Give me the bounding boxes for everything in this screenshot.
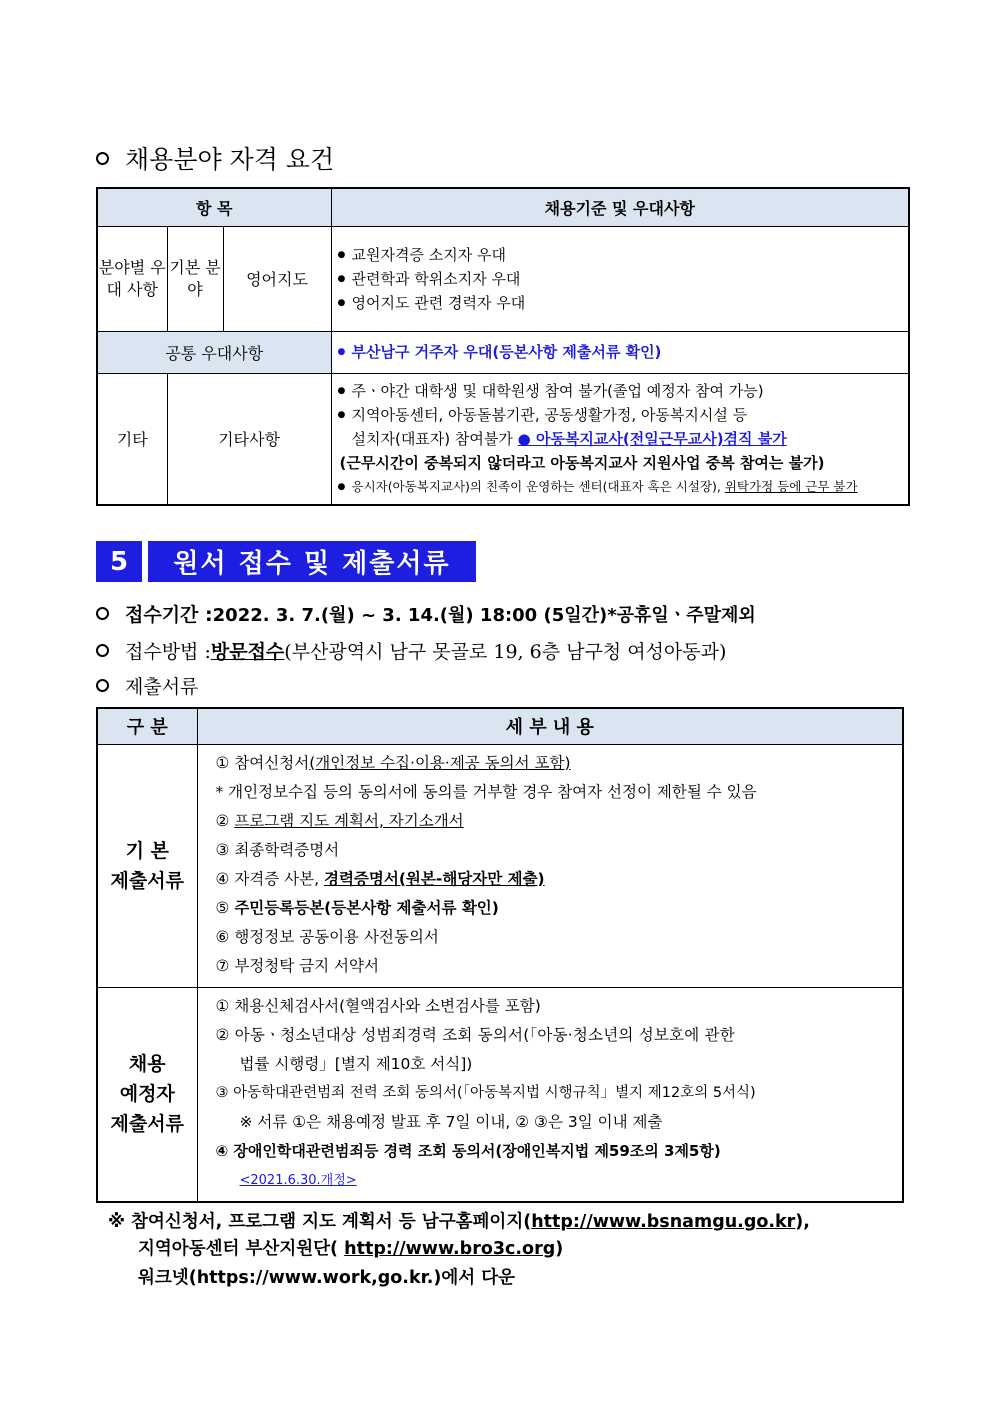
footer-line-2: 지역아동센터 부산지원단( http://www.bro3c.org) [138, 1239, 564, 1259]
method-line: 접수방법 : 방문접수 (부산광역시 남구 못골로 19, 6층 남구청 여성아동과) [96, 637, 726, 664]
etc-note: (근무시간이 중복되지 않더라고 아동복지교사 지원사업 중복 참여는 불가) [339, 453, 825, 472]
doc-note: * 개인정보수집 등의 동의서에 동의를 거부할 경우 참여자 선정이 제한될 수 있음 [215, 782, 757, 801]
circle-bullet-icon [96, 679, 109, 692]
criteria-cell [331, 226, 909, 331]
planned-docs-label: 채용 예정자 제출서류 [97, 987, 197, 1202]
doc-item: ③ 최종학력증명서 [215, 840, 340, 859]
etc-item: ● 지역아동센터, 아동돌봄기관, 공동생활가정, 아동복지시설 등 설치자(대표자) 참여불가 ● 아동복지교사(전일근무교사)겸직 불가 [338, 403, 909, 451]
etc-item: ● 응시자(아동복지교사)의 친족이 운영하는 센터(대표자 혹은 시설장), 위탁가정 등에 근무 불가 [338, 475, 909, 499]
documents-table [96, 707, 904, 1203]
header-item: 항 목 [97, 188, 331, 226]
common-preference-item: ● 부산남구 거주자 우대(등본사항 제출서류 확인) [338, 340, 909, 364]
etc-category-cell: 기타 [97, 373, 167, 505]
doc-note: ※ 서류 ①은 채용예정 발표 후 7일 이내, ② ③은 3일 이내 제출 [239, 1112, 663, 1131]
etc-field-cell: 기타사항 [167, 373, 331, 505]
criteria-item: ● 관련학과 학위소지자 우대 [338, 267, 909, 291]
doc-note: <2021.6.30.개정> [239, 1172, 357, 1188]
doc-item: ② 아동ㆍ청소년대상 성범죄경력 조회 동의서(「아동·청소년의 성보호에 관한 [215, 1025, 735, 1044]
etc-criteria-cell [331, 373, 909, 505]
common-preference-cell [331, 331, 909, 373]
section5-number: 5 [96, 541, 142, 582]
header-detail: 세 부 내 용 [197, 708, 903, 744]
doc-item: ④ 자격증 사본, 경력증명서(원본-해당자만 제출) [215, 869, 545, 888]
subject-cell: 영어지도 [223, 226, 331, 331]
basic-docs-list [197, 744, 903, 987]
planned-docs-list [197, 987, 903, 1202]
period-line: 접수기간 : 2022. 3. 7.(월) ~ 3. 14.(월) 18:00 (5일간)*공휴일ㆍ주말제외 [96, 600, 756, 627]
circle-bullet-icon [96, 152, 109, 165]
footer-line-1: ※ 참여신청서, 프로그램 지도 계획서 등 남구홈페이지(http://www.bsnamgu.go.kr), [108, 1212, 810, 1232]
criteria-item: ● 영어지도 관련 경력자 우대 [338, 291, 909, 315]
header-category: 구 분 [97, 708, 197, 744]
field-cell: 기본 분야 [167, 226, 223, 331]
doc-item-cont: 법률 시행령」[별지 제10호 서식]) [239, 1054, 473, 1073]
basic-docs-label: 기 본 제출서류 [97, 744, 197, 987]
circle-bullet-icon [96, 607, 109, 620]
section5-title: 원서 접수 및 제출서류 [148, 541, 476, 582]
bro3c-link[interactable]: http://www.bro3c.org [344, 1239, 556, 1259]
qualification-heading: 채용분야 자격 요건 [96, 140, 334, 176]
doc-item: ⑦ 부정청탁 금지 서약서 [215, 956, 379, 975]
qualification-table [96, 187, 910, 506]
header-criteria: 채용기준 및 우대사항 [331, 188, 909, 226]
doc-item: ④ 장애인학대관련범죄등 경력 조회 동의서(장애인복지법 제59조의 3제5항) [215, 1141, 721, 1160]
circle-bullet-icon [96, 644, 109, 657]
section5-banner [96, 541, 476, 582]
doc-item: ③ 아동학대관련범죄 전력 조회 동의서(「아동복지법 시행규칙」별지 제12호의 5서식) [215, 1084, 756, 1101]
criteria-item: ● 교원자격증 소지자 우대 [338, 243, 909, 267]
doc-item: ① 참여신청서(개인정보 수집·이용·제공 동의서 포함) [215, 753, 571, 772]
docs-heading: 제출서류 [96, 672, 198, 699]
category-cell: 분야별 우대 사항 [97, 226, 167, 331]
doc-item: ⑤ 주민등록등본(등본사항 제출서류 확인) [215, 898, 499, 917]
etc-item: ● 주ㆍ야간 대학생 및 대학원생 참여 불가(졸업 예정자 참여 가능) [338, 379, 909, 403]
doc-item: ② 프로그램 지도 계획서, 자기소개서 [215, 811, 464, 830]
common-preference-label: 공통 우대사항 [97, 331, 331, 373]
doc-item: ⑥ 행정정보 공동이용 사전동의서 [215, 927, 439, 946]
doc-item: ① 채용신체검사서(혈액검사와 소변검사를 포함) [215, 996, 541, 1015]
footer-line-3: 워크넷(https://www.work,go.kr.)에서 다운 [138, 1268, 516, 1288]
namgu-homepage-link[interactable]: http://www.bsnamgu.go.kr [531, 1212, 796, 1232]
